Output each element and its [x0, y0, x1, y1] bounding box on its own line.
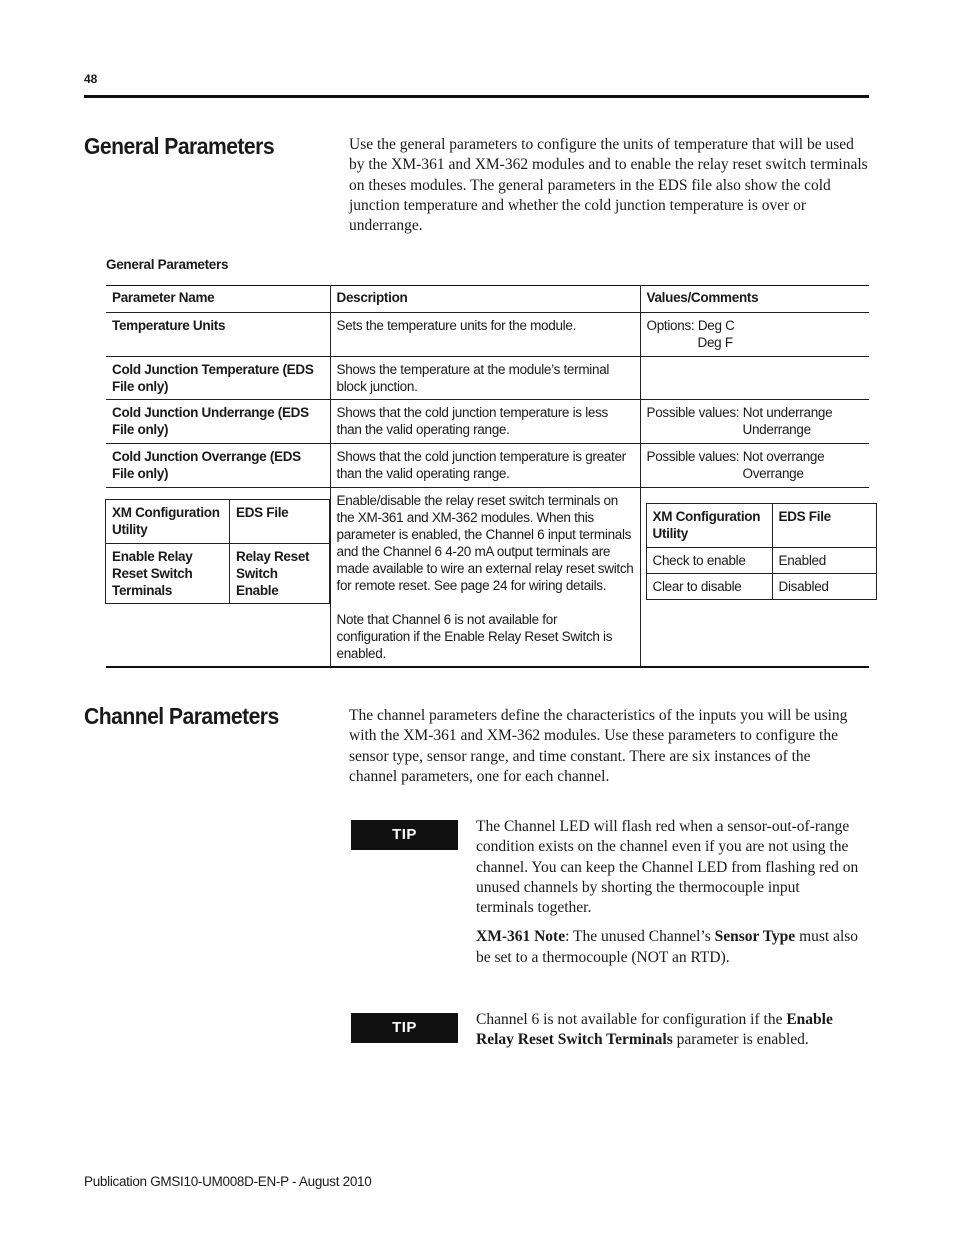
param-name: Cold Junction Temperature (EDS File only)	[106, 357, 330, 400]
param-values	[640, 357, 869, 400]
relay-eds-file-name: Relay Reset Switch Enable	[230, 544, 330, 604]
table-caption: General Parameters	[106, 257, 229, 272]
publication-footer: Publication GMSI10-UM008D-EN-P - August 2010	[84, 1174, 372, 1189]
relay-name-cell	[106, 488, 330, 668]
value-line: Underrange	[742, 422, 811, 437]
param-values	[640, 313, 869, 357]
tip-badge: TIP	[351, 820, 458, 850]
header-description: Description	[330, 286, 640, 313]
relay-values-cell	[640, 488, 869, 668]
value-line: Possible values: Not overrange	[646, 449, 825, 464]
relay-xm-utility-name: Enable Relay Reset Switch Terminals	[106, 544, 230, 604]
table-row	[106, 313, 869, 357]
value-line: Possible values: Not underrange	[646, 405, 833, 420]
param-description: Shows that the cold junction temperature is greater than the valid operating range.	[330, 444, 640, 488]
general-parameters-heading: General Parameters	[84, 133, 275, 159]
values-clear-to-disable: Clear to disable	[646, 574, 772, 600]
values-header-eds-file: EDS File	[772, 504, 876, 548]
relay-header-eds-file: EDS File	[230, 500, 330, 544]
header-rule	[84, 95, 869, 98]
relay-name-table	[105, 499, 330, 604]
relay-values-table	[646, 503, 877, 600]
table-row	[106, 444, 869, 488]
general-parameters-table	[106, 285, 869, 668]
param-values	[640, 444, 869, 488]
table-row	[106, 400, 869, 444]
param-name: Cold Junction Underrange (EDS File only)	[106, 400, 330, 444]
header-parameter-name: Parameter Name	[106, 286, 330, 313]
values-header-xm-utility: XM Configuration Utility	[646, 504, 772, 548]
channel-intro: The channel parameters define the characteristics of the inputs you will be using with the XM-361 and XM-362 modules. Use these parameters to configure the sensor type, sensor range, and time constant. There are six instances of the channel parameters, one for each channel.	[349, 707, 848, 785]
tip-note: XM-361 Note: The unused Channel’s Sensor Type must also be set to a thermocouple (NOT an RTD).	[476, 928, 859, 966]
values-disabled: Disabled	[772, 574, 876, 600]
value-line: Options: Deg C	[646, 318, 735, 333]
relay-reset-row	[106, 488, 869, 668]
param-description: Sets the temperature units for the module.	[330, 313, 640, 357]
tip-paragraph: The Channel LED will flash red when a sensor-out-of-range condition exists on the channel even if you are not using the channel. You can keep the Channel LED from flashing red on unused channels by shorting the thermocouple input terminals together.	[476, 818, 859, 917]
param-description: Shows the temperature at the module’s terminal block junction.	[330, 357, 640, 400]
values-check-to-enable: Check to enable	[646, 548, 772, 574]
param-values	[640, 400, 869, 444]
relay-header-xm-utility: XM Configuration Utility	[106, 500, 230, 544]
header-values-comments: Values/Comments	[640, 286, 869, 313]
relay-description-note: Note that Channel 6 is not available for configuration if the Enable Relay Reset Switch is enabled.	[336, 612, 613, 661]
relay-description-text: Enable/disable the relay reset switch terminals on the XM-361 and XM-362 modules. When this parameter is enabled, the Channel 6 input terminals and the Channel 6 4-20 mA output terminals are made available to wire an external relay reset switch for remote reset. See page 24 for wiring details.	[336, 493, 634, 593]
tip-text: Channel 6 is not available for configuration if the Enable Relay Reset Switch Terminals parameter is enabled.	[476, 1011, 833, 1049]
tip-badge: TIP	[351, 1013, 458, 1043]
values-enabled: Enabled	[772, 548, 876, 574]
param-description: Shows that the cold junction temperature is less than the valid operating range.	[330, 400, 640, 444]
channel-parameters-heading: Channel Parameters	[84, 703, 279, 729]
value-line: Deg F	[697, 335, 733, 350]
page-number: 48	[84, 72, 98, 86]
tip-text	[476, 817, 861, 968]
param-name: Cold Junction Overrange (EDS File only)	[106, 444, 330, 488]
value-line: Overrange	[742, 466, 804, 481]
table-header-row	[106, 286, 869, 313]
table-row	[106, 357, 869, 400]
general-intro: Use the general parameters to configure the units of temperature that will be used by the XM-361 and XM-362 modules and to enable the relay reset switch terminals on theses modules. The general parameters in the EDS file also show the cold junction temperature and whether the cold junction temperature is over or underrange.	[349, 136, 868, 235]
param-name: Temperature Units	[106, 313, 330, 357]
relay-description	[330, 488, 640, 668]
